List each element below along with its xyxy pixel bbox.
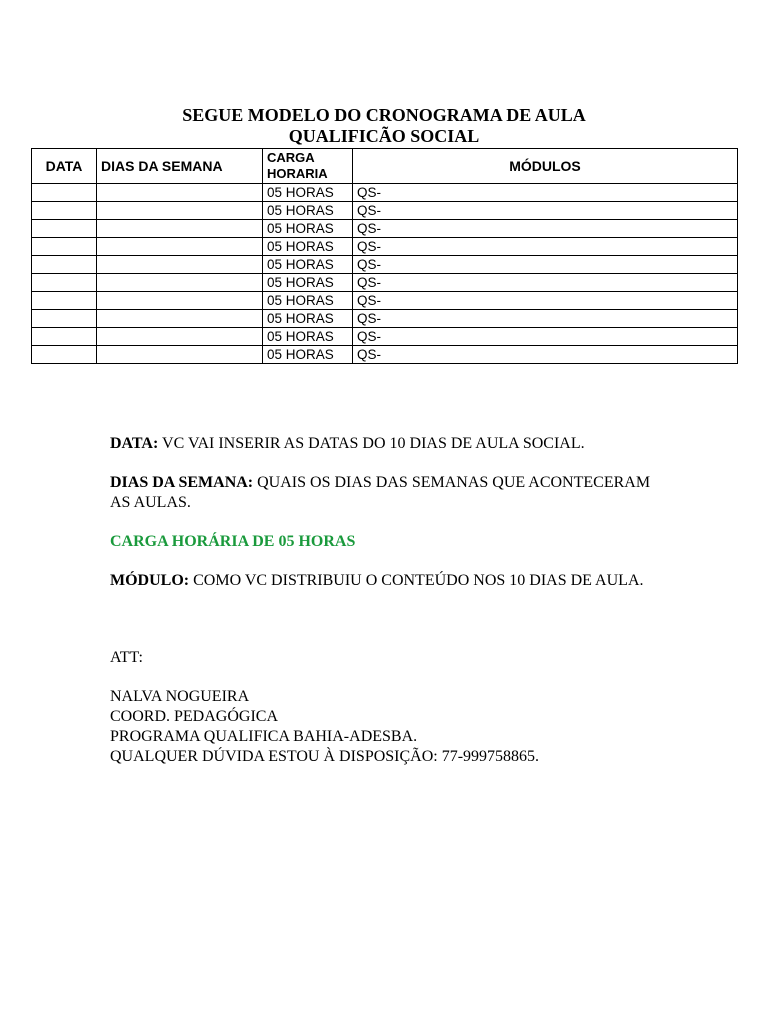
cell-dias-da-semana [97, 238, 263, 256]
signature-name: NALVA NOGUEIRA [110, 688, 250, 705]
cell-modulo: QS- [353, 346, 738, 364]
note-dias [110, 473, 670, 513]
cell-carga-horaria: 05 HORAS [263, 184, 353, 202]
cell-data [32, 310, 97, 328]
schedule-table [31, 148, 738, 364]
header-dias-da-semana: DIAS DA SEMANA [97, 149, 263, 184]
table-row [32, 202, 738, 220]
cell-data [32, 292, 97, 310]
schedule-table-body [32, 184, 738, 364]
page-title-line-1: SEGUE MODELO DO CRONOGRAMA DE AULA [182, 105, 586, 125]
cell-data [32, 184, 97, 202]
cell-dias-da-semana [97, 346, 263, 364]
cell-dias-da-semana [97, 328, 263, 346]
cell-modulo: QS- [353, 310, 738, 328]
cell-modulo: QS- [353, 256, 738, 274]
table-row [32, 274, 738, 292]
cell-modulo: QS- [353, 202, 738, 220]
cell-dias-da-semana [97, 220, 263, 238]
cell-data [32, 328, 97, 346]
note-carga-horaria: CARGA HORÁRIA DE 05 HORAS [110, 533, 356, 550]
instructions [110, 434, 670, 767]
table-row [32, 346, 738, 364]
cell-carga-horaria: 05 HORAS [263, 274, 353, 292]
table-row [32, 292, 738, 310]
cell-carga-horaria: 05 HORAS [263, 256, 353, 274]
cell-data [32, 202, 97, 220]
signature-contact: QUALQUER DÚVIDA ESTOU À DISPOSIÇÃO: 77-999758865. [110, 748, 540, 765]
cell-modulo: QS- [353, 220, 738, 238]
cell-carga-horaria: 05 HORAS [263, 238, 353, 256]
signature-att: ATT: [110, 649, 143, 666]
note-modulo [110, 571, 670, 591]
cell-data [32, 256, 97, 274]
table-row [32, 310, 738, 328]
cell-carga-horaria: 05 HORAS [263, 328, 353, 346]
note-data-label: DATA: [110, 435, 159, 452]
cell-modulo: QS- [353, 274, 738, 292]
cell-modulo: QS- [353, 238, 738, 256]
cell-modulo: QS- [353, 292, 738, 310]
cell-data [32, 346, 97, 364]
signature-program: PROGRAMA QUALIFICA BAHIA-ADESBA. [110, 728, 418, 745]
cell-carga-horaria: 05 HORAS [263, 292, 353, 310]
cell-dias-da-semana [97, 202, 263, 220]
header-data: DATA [32, 149, 97, 184]
table-row [32, 238, 738, 256]
cell-dias-da-semana [97, 256, 263, 274]
cell-data [32, 274, 97, 292]
page-title-line-2: QUALIFICÃO SOCIAL [288, 126, 480, 146]
cell-dias-da-semana [97, 184, 263, 202]
table-row [32, 256, 738, 274]
cell-data [32, 220, 97, 238]
table-header-row [32, 149, 738, 184]
note-modulo-label: MÓDULO: [110, 572, 190, 589]
table-row [32, 220, 738, 238]
table-row [32, 328, 738, 346]
cell-carga-horaria: 05 HORAS [263, 310, 353, 328]
note-data [110, 434, 670, 454]
table-row [32, 184, 738, 202]
cell-carga-horaria: 05 HORAS [263, 202, 353, 220]
header-carga-horaria: CARGA HORARIA [263, 149, 353, 184]
header-modulos: MÓDULOS [353, 149, 738, 184]
note-dias-label: DIAS DA SEMANA: [110, 474, 254, 491]
cell-dias-da-semana [97, 274, 263, 292]
note-data-text: VC VAI INSERIR AS DATAS DO 10 DIAS DE AULA SOCIAL. [158, 435, 585, 452]
signature-role: COORD. PEDAGÓGICA [110, 708, 279, 725]
cell-carga-horaria: 05 HORAS [263, 346, 353, 364]
note-modulo-text: COMO VC DISTRIBUIU O CONTEÚDO NOS 10 DIAS DE AULA. [189, 572, 644, 589]
cell-dias-da-semana [97, 310, 263, 328]
cell-modulo: QS- [353, 184, 738, 202]
cell-carga-horaria: 05 HORAS [263, 220, 353, 238]
note-dias-text: QUAIS OS DIAS DAS SEMANAS QUE ACONTECERAM AS AULAS. [110, 474, 651, 511]
cell-dias-da-semana [97, 292, 263, 310]
cell-modulo: QS- [353, 328, 738, 346]
cell-data [32, 238, 97, 256]
